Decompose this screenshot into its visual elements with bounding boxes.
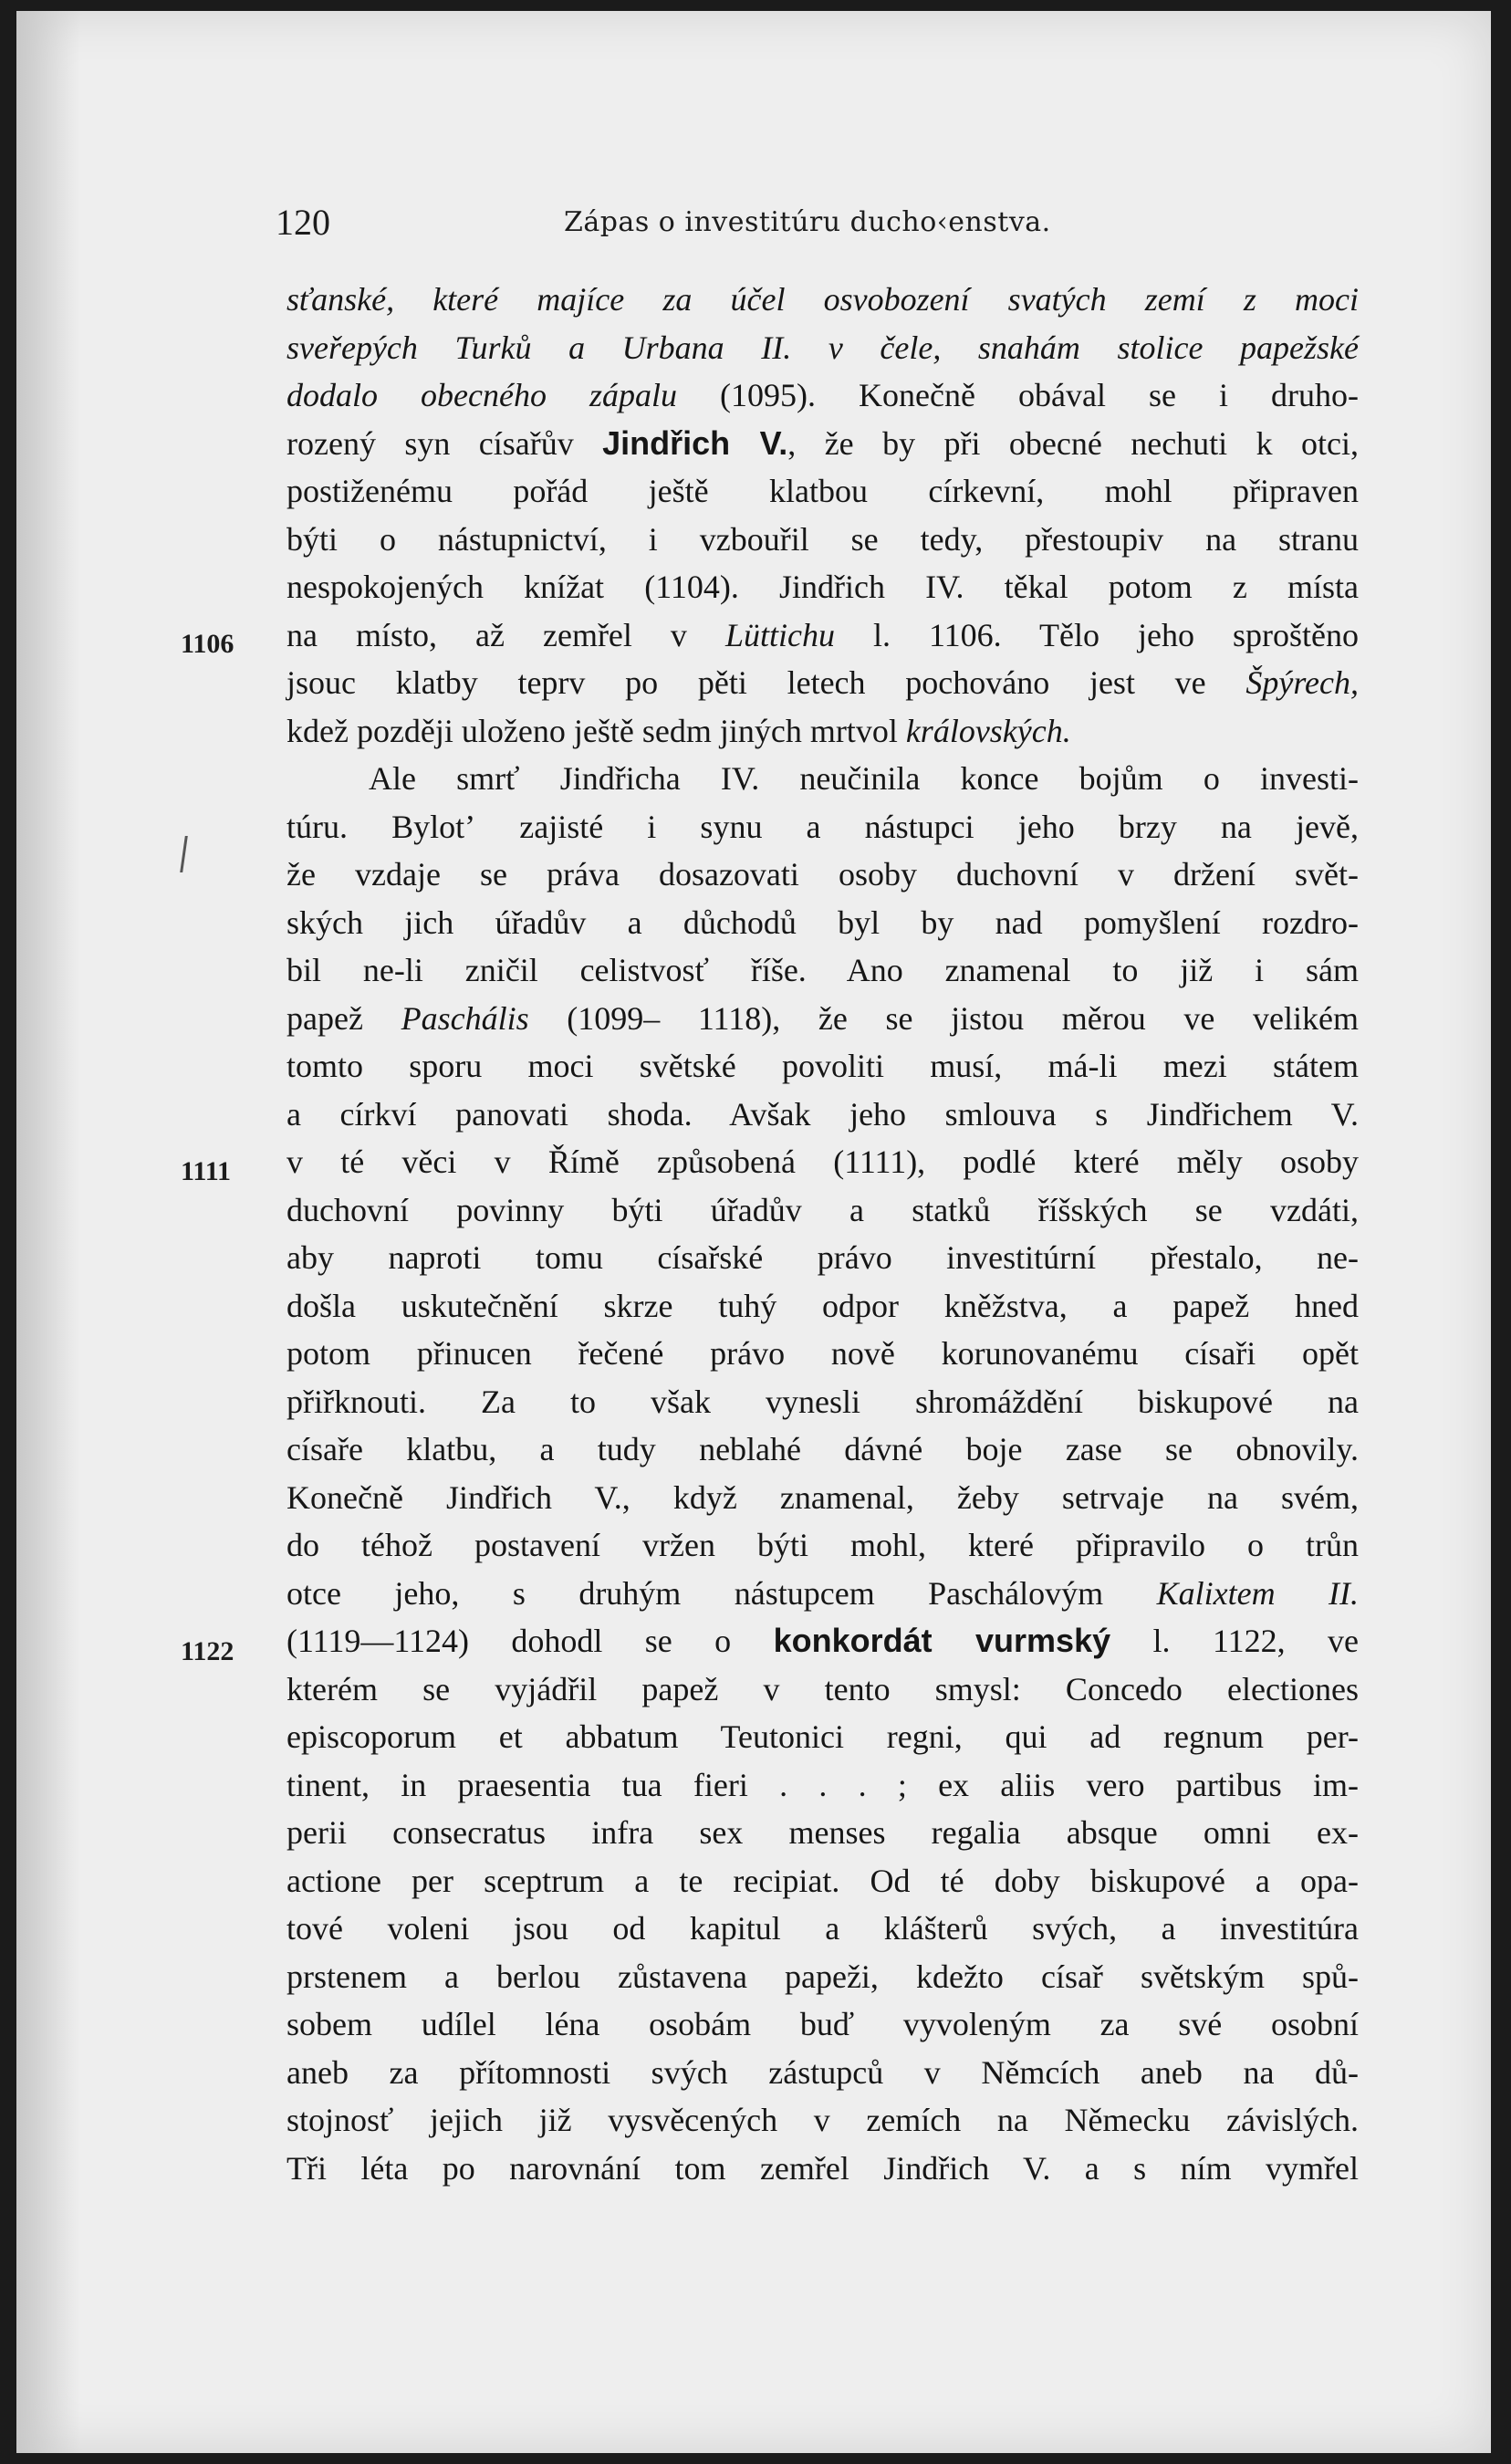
margin-year-1122: 1122 (181, 1636, 234, 1666)
text-line: v té věci v Římě způsobená (1111), podlé které měly osoby (287, 1143, 1359, 1180)
text-line: Konečně Jindřich V., když znamenal, žeby setrvaje na svém, (287, 1478, 1359, 1516)
text-line: dodalo obecného zápalu (1095). Konečně obával se i druho- (287, 377, 1359, 413)
text-line: actione per sceptrum a te recipiat. Od té doby biskupové a opa- (287, 1862, 1359, 1899)
text-line: potom přinucen řečené právo nově korunovanému císaři opět (287, 1335, 1359, 1372)
book-page (16, 11, 1491, 2453)
text-line: sťanské, které majíce za účel osvobození svatých zemí z moci (287, 281, 1359, 318)
text-line: perii consecratus infra sex menses regalia absque omni ex- (287, 1814, 1359, 1851)
text-line: postiženému pořád ještě klatbou církevní, mohl připraven (287, 473, 1359, 509)
text-line: jsouc klatby teprv po pěti letech pochováno jest ve Špýrech, (287, 664, 1359, 701)
text-line: býti o nástupnictví, i vzbouřil se tedy, přestoupiv na stranu (287, 520, 1359, 558)
text-line: aneb za přítomnosti svých zástupců v Němcích aneb na dů- (287, 2053, 1359, 2091)
page-number: 120 (276, 202, 330, 243)
text-line: tomto sporu moci světské povoliti musí, má-li mezi státem (287, 1048, 1359, 1084)
body-text (287, 276, 1359, 2192)
text-line: kdež později uloženo ještě sedm jiných mrtvol královských. (287, 712, 1071, 749)
text-line: (1119—1124) dohodl se o konkordát vurmský l. 1122, ve (287, 1622, 1359, 1659)
text-line: aby naproti tomu císařské právo investitúrní přestalo, ne- (287, 1239, 1359, 1276)
text-line: otce jeho, s druhým nástupcem Paschálovým Kalixtem II. (287, 1574, 1359, 1612)
text-line: papež Paschális (1099– 1118), že se jistou měrou ve velikém (287, 999, 1359, 1037)
text-line: sveřepých Turků a Urbana II. v čele, snahám stolice papežské (287, 329, 1359, 366)
text-line: rozený syn císařův Jindřich V., že by při obecné nechuti k otci, (287, 423, 1359, 462)
text-line: na místo, až zemřel v Lüttichu l. 1106. Tělo jeho sproštěno (287, 616, 1359, 653)
text-line: stojnosť jejich již vysvěcených v zemích na Německu závislých. (287, 2102, 1359, 2138)
text-line: sobem udílel léna osobám buď vyvoleným za své osobní (287, 2006, 1359, 2042)
running-head: Zápas o investitúru ducho‹enstva. (564, 206, 1051, 238)
text-line: ských jich úřadův a důchodů byl by nad pomyšlení rozdro- (287, 903, 1359, 941)
text-line: tové voleni jsou od kapitul a klášterů svých, a investitúra (287, 1910, 1359, 1947)
text-line: do téhož postavení vržen býti mohl, které připravilo o trůn (287, 1527, 1359, 1563)
text-line: túru. Bylotʼ zajisté i synu a nástupci jeho brzy na jevě, (287, 808, 1359, 845)
text-line: že vzdaje se práva dosazovati osoby duchovní v držení svět- (287, 856, 1359, 893)
text-line: Tři léta po narovnání tom zemřel Jindřich V. a s ním vymřel (287, 2149, 1359, 2187)
text-line: duchovní povinny býti úřadův a statků říšských se vzdáti, (287, 1191, 1359, 1228)
text-line: a církví panovati shoda. Avšak jeho smlouva s Jindřichem V. (287, 1095, 1359, 1133)
text-line: nespokojených knížat (1104). Jindřich IV. těkal potom z místa (287, 569, 1359, 605)
text-line: tinent, in praesentia tua fieri . . . ; ex aliis vero partibus im- (287, 1766, 1359, 1803)
page-gutter-shadow (16, 11, 80, 2453)
text-line: císaře klatbu, a tudy neblahé dávné boje zase se obnovily. (287, 1431, 1359, 1467)
text-line: episcoporum et abbatum Teutonici regni, qui ad regnum per- (287, 1718, 1359, 1755)
page-header (263, 201, 1358, 246)
pencil-mark (180, 836, 195, 872)
text-line: Ale smrť Jindřicha IV. neučinila konce bojům o investi- (369, 760, 1359, 797)
text-line: přiřknouti. Za to však vynesli shromáždění biskupové na (287, 1383, 1359, 1420)
text-line: došla uskutečnění skrze tuhý odpor kněžstva, a papež hned (287, 1287, 1359, 1324)
text-line: bil ne-li zničil celistvosť říše. Ano znamenal to již i sám (287, 952, 1359, 988)
margin-year-1106: 1106 (181, 629, 234, 659)
margin-year-1111: 1111 (181, 1156, 232, 1186)
text-line: prstenem a berlou zůstavena papeži, kdežto císař světským spů- (287, 1958, 1359, 1995)
text-line: kterém se vyjádřil papež v tento smysl: Concedo electiones (287, 1670, 1359, 1707)
